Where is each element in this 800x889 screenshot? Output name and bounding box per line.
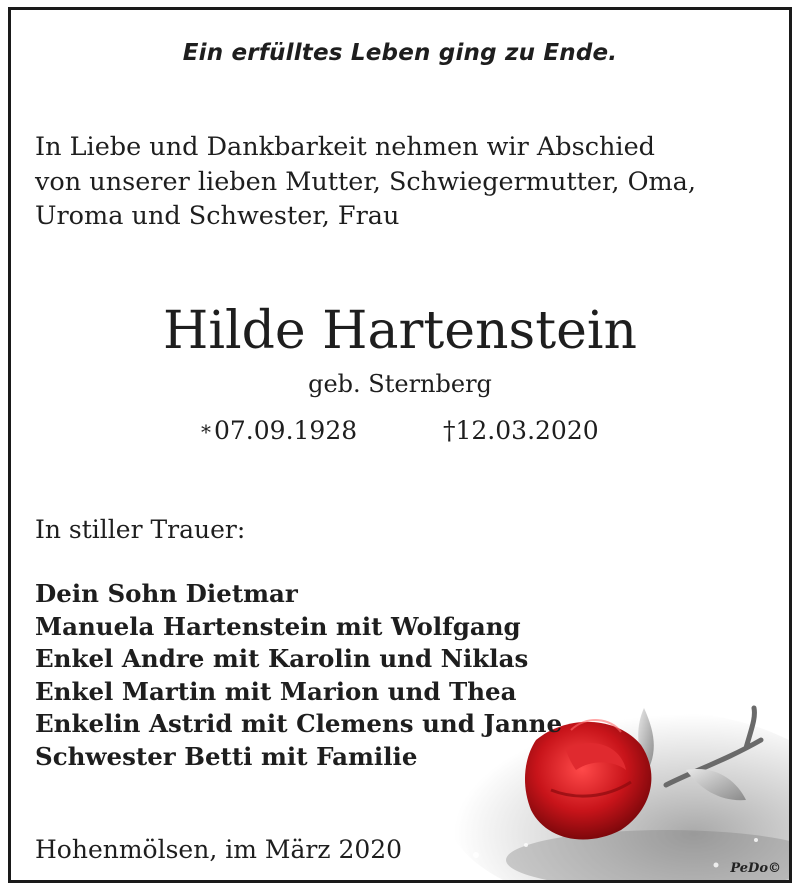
headline: Ein erfülltes Leben ging zu Ende. — [182, 40, 618, 66]
birth-star-icon: * — [201, 420, 211, 444]
obituary-frame — [8, 7, 792, 883]
birth-date: 07.09.1928 — [214, 416, 358, 445]
intro-line: In Liebe und Dankbarkeit nehmen wir Abschied — [35, 132, 655, 162]
birth-date-group — [201, 416, 357, 445]
mourners-list — [35, 578, 562, 774]
place-date: Hohenmölsen, im März 2020 — [35, 835, 403, 864]
intro-text — [35, 130, 775, 234]
photo-credit: PeDo© — [730, 861, 781, 876]
mourning-label: In stiller Trauer: — [35, 515, 246, 544]
mourner-item: Enkelin Astrid mit Clemens und Janne — [35, 709, 563, 739]
death-date: 12.03.2020 — [455, 416, 599, 445]
maiden-name: geb. Sternberg — [308, 370, 492, 398]
life-dates — [11, 416, 789, 448]
mourner-item: Schwester Betti mit Familie — [35, 741, 418, 771]
death-date-group — [443, 416, 599, 445]
mourner-item: Dein Sohn Dietmar — [35, 579, 298, 608]
death-cross-icon: † — [443, 416, 456, 445]
intro-line: von unserer lieben Mutter, Schwiegermutter, Oma, — [35, 166, 696, 197]
intro-line: Uroma und Schwester, Frau — [35, 201, 400, 231]
mourner-item: Enkel Andre mit Karolin und Niklas — [35, 644, 529, 674]
deceased-name: Hilde Hartenstein — [162, 301, 638, 361]
mourner-item: Manuela Hartenstein mit Wolfgang — [35, 611, 521, 641]
mourner-item: Enkel Martin mit Marion und Thea — [35, 676, 517, 706]
